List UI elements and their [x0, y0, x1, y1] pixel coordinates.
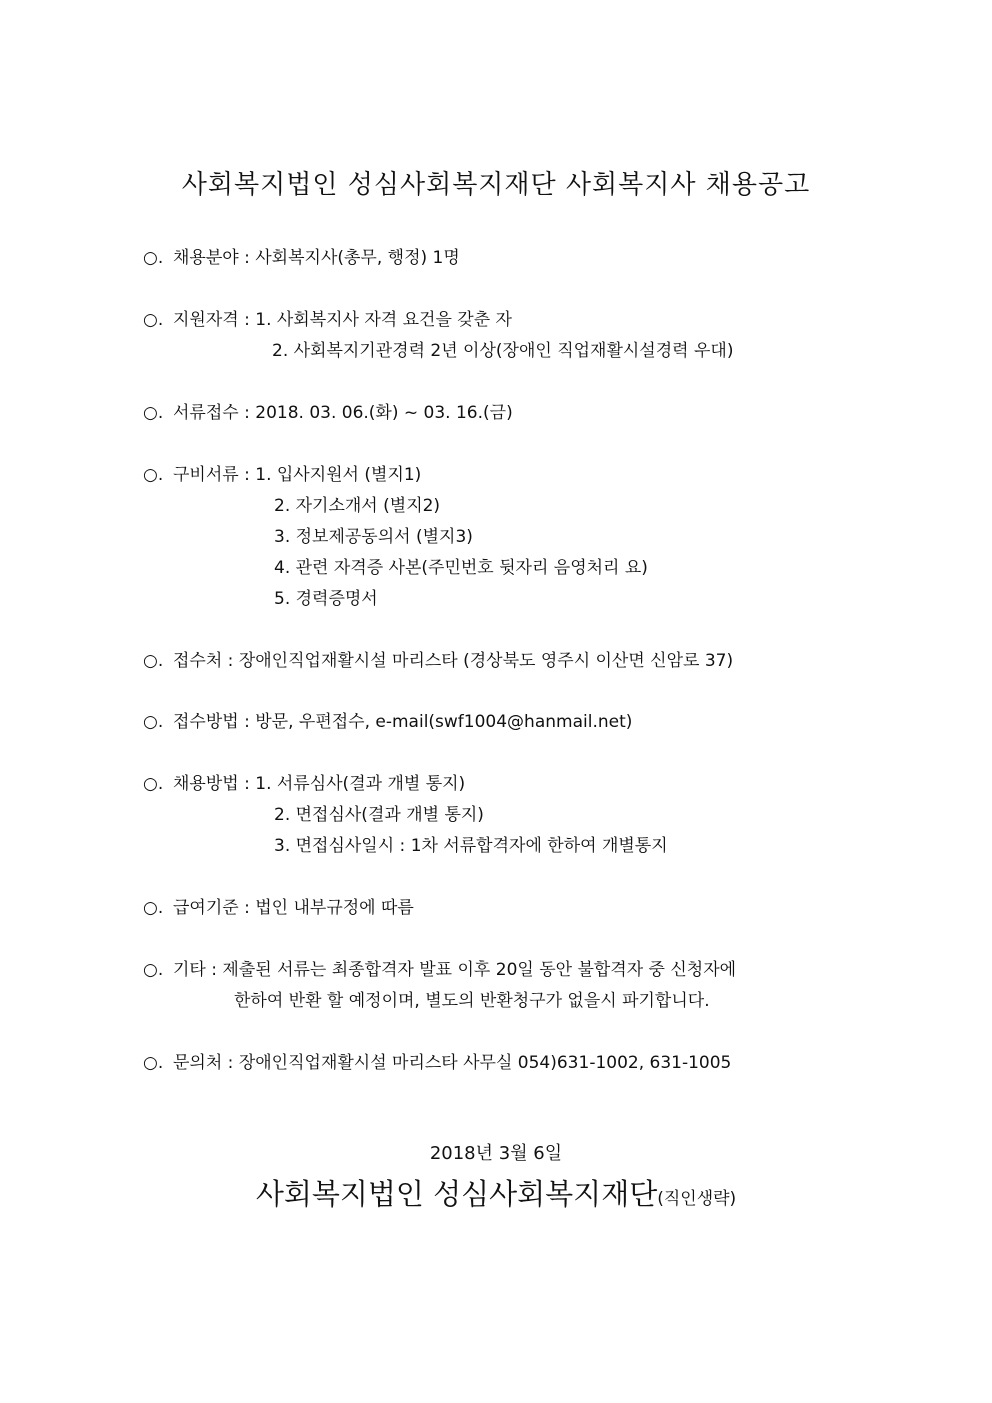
hiring-item: 2. 면접심사(결과 개별 통지)	[274, 805, 484, 825]
etc-row	[143, 959, 736, 981]
contact-value: 장애인직업재활시설 마리스타 사무실 054)631-1002, 631-1005	[238, 1053, 732, 1073]
separator: :	[238, 403, 256, 423]
method-label: 접수방법	[173, 712, 239, 732]
docs-item: 1. 입사지원서 (별지1)	[255, 465, 422, 485]
bullet: ○.	[143, 651, 164, 671]
page-title: 사회복지법인 성심사회복지재단 사회복지사 채용공고	[181, 170, 811, 200]
docs-item: 4. 관련 자격증 사본(주민번호 뒷자리 음영처리 요)	[274, 558, 648, 578]
bullet: ○.	[143, 403, 164, 423]
bullet: ○.	[143, 898, 164, 918]
docs-row	[143, 464, 421, 486]
field-value: 사회복지사(총무, 행정) 1명	[255, 248, 460, 268]
bullet: ○.	[143, 465, 164, 485]
place-value: 장애인직업재활시설 마리스타 (경상북도 영주시 이산면 신암로 37)	[238, 651, 734, 671]
etc-label: 기타	[173, 960, 206, 980]
bullet: ○.	[143, 712, 164, 732]
docs-label: 구비서류	[173, 465, 239, 485]
seal-note: (직인생략)	[657, 1189, 737, 1209]
qual-label: 지원자격	[173, 310, 239, 330]
bullet: ○.	[143, 1053, 164, 1073]
qual-item: 1. 사회복지사 자격 요건을 갖춘 자	[255, 310, 512, 330]
etc-line: 제출된 서류는 최종합격자 발표 이후 20일 동안 불합격자 중 신청자에	[222, 960, 737, 980]
period-row	[143, 402, 513, 424]
qual-item: 2. 사회복지기관경력 2년 이상(장애인 직업재활시설경력 우대)	[272, 341, 734, 361]
bullet: ○.	[143, 248, 164, 268]
docs-item: 3. 정보제공동의서 (별지3)	[274, 527, 473, 547]
bullet: ○.	[143, 774, 164, 794]
method-row	[143, 711, 632, 733]
place-row	[143, 650, 733, 672]
docs-item: 5. 경력증명서	[274, 589, 378, 609]
place-label: 접수처	[173, 651, 223, 671]
hiring-label: 채용방법	[173, 774, 239, 794]
separator: :	[238, 465, 256, 485]
etc-line: 한하여 반환 할 예정이며, 별도의 반환청구가 없을시 파기합니다.	[234, 991, 710, 1011]
bullet: ○.	[143, 310, 164, 330]
field-row	[143, 247, 460, 269]
hiring-item: 1. 서류심사(결과 개별 통지)	[255, 774, 466, 794]
separator: :	[238, 310, 256, 330]
separator: :	[238, 712, 256, 732]
hiring-item: 3. 면접심사일시 : 1차 서류합격자에 한하여 개별통지	[274, 836, 668, 856]
method-value: 방문, 우편접수, e-mail(swf1004@hanmail.net)	[255, 712, 633, 732]
separator: :	[222, 651, 239, 671]
field-label: 채용분야	[173, 248, 239, 268]
qual-row	[143, 309, 512, 331]
organization-signature	[0, 1172, 992, 1213]
separator: :	[205, 960, 223, 980]
organization-name: 사회복지법인 성심사회복지재단	[255, 1177, 658, 1211]
notice-date: 2018년 3월 6일	[429, 1143, 563, 1164]
period-value: 2018. 03. 06.(화) ~ 03. 16.(금)	[255, 403, 513, 423]
salary-label: 급여기준	[173, 898, 239, 918]
docs-item: 2. 자기소개서 (별지2)	[274, 496, 441, 516]
separator: :	[222, 1053, 239, 1073]
contact-label: 문의처	[173, 1053, 223, 1073]
period-label: 서류접수	[173, 403, 239, 423]
separator: :	[238, 774, 256, 794]
salary-row	[143, 897, 414, 919]
separator: :	[238, 898, 256, 918]
salary-value: 법인 내부규정에 따름	[255, 898, 414, 918]
contact-row	[143, 1052, 731, 1074]
bullet: ○.	[143, 960, 164, 980]
hiring-row	[143, 773, 465, 795]
separator: :	[238, 248, 256, 268]
